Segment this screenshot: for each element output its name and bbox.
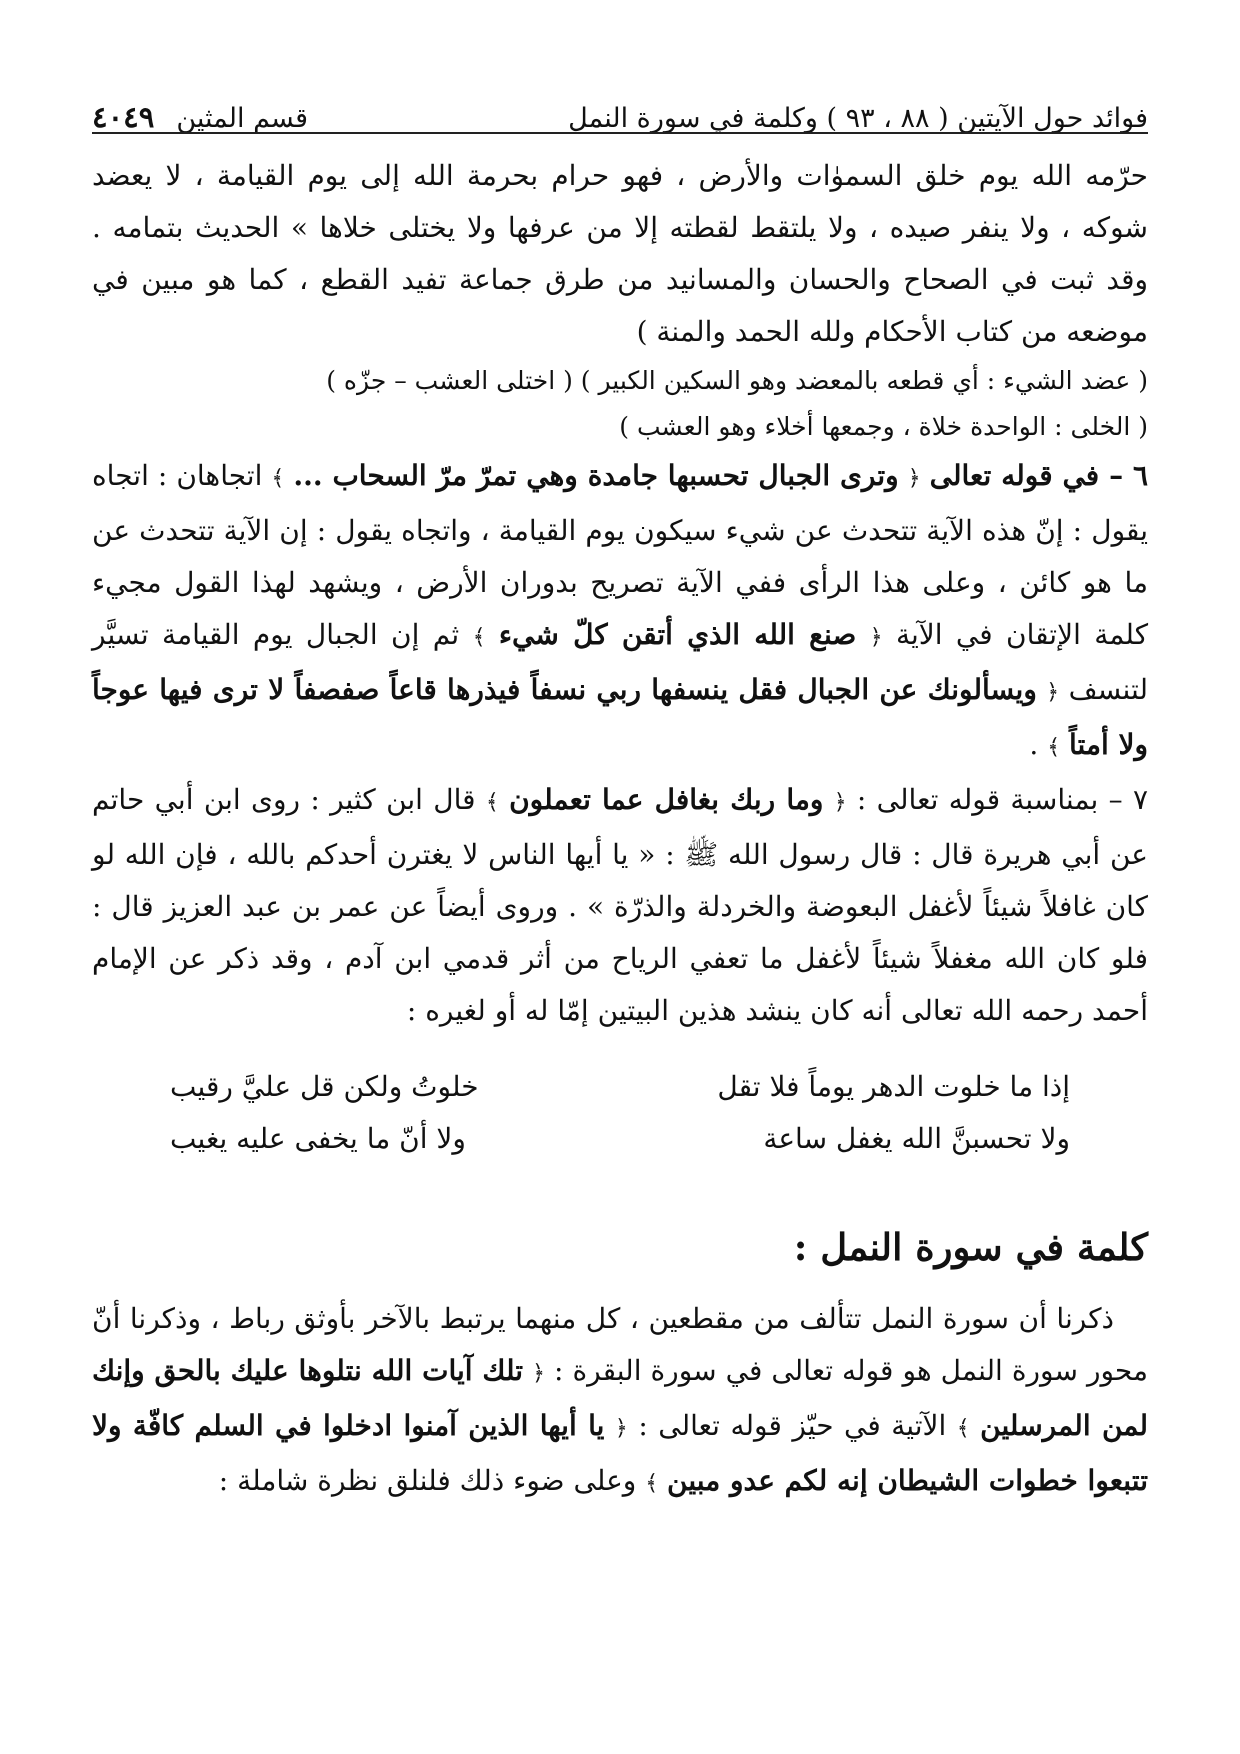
ayah-enter-islam: يا أيها الذين آمنوا ادخلوا في السلم كافّة ولا تتبعوا خطوات الشيطان إنه لكم عدو مبين bbox=[92, 1409, 1148, 1497]
page-body bbox=[92, 150, 1148, 1510]
quran-close-ornament: ﴾ bbox=[1047, 735, 1061, 760]
poem-hemistich-first: ولا تحسبنَّ الله يغفل ساعة bbox=[763, 1122, 1070, 1155]
footnote-gloss-1: ( عضد الشيء : أي قطعه بالمعضد وهو السكين الكبير ) ( اختلى العشب – جزّه ) bbox=[326, 366, 1148, 395]
poem-hemistich-first: إذا ما خلوت الدهر يوماً فلا تقل bbox=[717, 1070, 1070, 1103]
quran-open-ornament: ﴿ bbox=[907, 466, 921, 491]
quran-open-ornament: ﴿ bbox=[869, 625, 883, 650]
header-left-group bbox=[92, 100, 309, 134]
item-6-text-2: ثم إن الجبال يوم القيامة تسيَّر لتنسف bbox=[92, 618, 1148, 706]
item-7-paragraph bbox=[92, 774, 1148, 1037]
page-number: ٤٠٤٩ bbox=[92, 100, 155, 134]
poem-line bbox=[170, 1061, 1070, 1113]
quran-open-ornament: ﴿ bbox=[1046, 680, 1060, 705]
item-6-end: . bbox=[1029, 728, 1039, 761]
ayah-mountains: وترى الجبال تحسبها جامدة وهي تمرّ مرّ السحاب ... bbox=[293, 459, 899, 492]
quran-open-ornament: ﴿ bbox=[532, 1361, 545, 1386]
ayah-scatter-mountains: ويسألونك عن الجبال فقل ينسفها ربي نسفاً فيذرها قاعاً صفصفاً لا ترى فيها عوجاً ولا أمتاً bbox=[92, 673, 1148, 761]
header-rule bbox=[92, 132, 1148, 134]
closing-text-1: ذكرنا أن سورة النمل تتألف من مقطعين ، كل منهما يرتبط بالآخر بأوثق رباط ، وذكرنا أنّ محور سورة النمل هو قوله تعالى في سورة البقرة : bbox=[92, 1302, 1149, 1387]
ayah-verses-of-allah: تلك آيات الله نتلوها عليك بالحق وإنك لمن المرسلين bbox=[92, 1354, 1148, 1442]
item-6-paragraph bbox=[92, 450, 1148, 774]
ayah-not-unaware: وما ربك بغافل عما تعملون bbox=[509, 783, 824, 816]
quran-close-ornament: ﴾ bbox=[485, 790, 499, 815]
quran-open-ornament: ﴿ bbox=[833, 790, 847, 815]
poem-hemistich-second: ولا أنّ ما يخفى عليه يغيب bbox=[170, 1122, 466, 1155]
section-heading: كلمة في سورة النمل : bbox=[793, 1225, 1148, 1269]
running-title: فوائد حول الآيتين ( ٨٨ ، ٩٣ ) وكلمة في سورة النمل bbox=[568, 103, 1148, 134]
item-6-text-1: اتجاهان : اتجاه يقول : إنّ هذه الآية تتحدث عن شيء سيكون يوم القيامة ، واتجاه يقول : إن الآية تتحدث عن ما هو كائن ، وعلى هذا الرأى ففي الآية تصريح بدوران الأرض ، ويشهد لهذا القول مجيء كلمة الإتقان في الآية bbox=[92, 459, 1149, 651]
paragraph-hadith-continuation: حرّمه الله يوم خلق السموٰات والأرض ، فهو حرام بحرمة الله إلى يوم القيامة ، لا يعضد شوكه ، ولا ينفر صيده ، ولا يلتقط لقطته إلا من عرفها ولا يختلى خلاها » الحديث بتمامه . وقد ثبت في الصحاح والحسان والمسانيد من طرق جماعة تفيد القطع ، كما هو مبين في موضعه من كتاب الأحكام ولله الحمد والمنة ) bbox=[92, 159, 1148, 348]
ayah-perfection: صنع الله الذي أتقن كلّ شيء bbox=[498, 618, 857, 651]
closing-text-2: الآتية في حيّز قوله تعالى : bbox=[638, 1409, 947, 1442]
section-name: قسم المثين bbox=[176, 103, 309, 134]
poem-verses bbox=[170, 1061, 1070, 1165]
quran-close-ornament: ﴾ bbox=[472, 625, 486, 650]
quran-close-ornament: ﴾ bbox=[956, 1416, 970, 1441]
poem-hemistich-second: خلوتُ ولكن قل عليَّ رقيب bbox=[170, 1070, 479, 1103]
page-header bbox=[92, 76, 1148, 148]
quran-close-ornament: ﴾ bbox=[645, 1471, 659, 1496]
quran-close-ornament: ﴾ bbox=[271, 466, 285, 491]
closing-paragraph bbox=[92, 1293, 1148, 1510]
closing-text-3: وعلى ضوء ذلك فلنلق نظرة شاملة : bbox=[218, 1464, 637, 1497]
item-6-lead: ٦ – في قوله تعالى bbox=[929, 459, 1148, 492]
quran-open-ornament: ﴿ bbox=[614, 1416, 628, 1441]
item-7-lead: ٧ – بمناسبة قوله تعالى : bbox=[856, 783, 1148, 816]
footnote-gloss-2: ( الخلى : الواحدة خلاة ، وجمعها أخلاء وهو العشب ) bbox=[619, 412, 1148, 441]
item-7-text: قال ابن كثير : روى ابن أبي حاتم عن أبي هريرة قال : قال رسول الله ﷺ : « يا أيها الناس لا يغترن أحدكم بالله ، فإن الله لو كان غافلاً شيئاً لأغفل البعوضة والخردلة والذرّة » . وروى أيضاً عن عمر بن عبد العزيز قال : فلو كان الله مغفلاً شيئاً لأغفل ما تعفي الرياح من أثر قدمي ابن آدم ، وقد ذكر عن الإمام أحمد رحمه الله تعالى أنه كان ينشد هذين البيتين إمّا له أو لغيره : bbox=[92, 783, 1148, 1027]
poem-line bbox=[170, 1113, 1070, 1165]
